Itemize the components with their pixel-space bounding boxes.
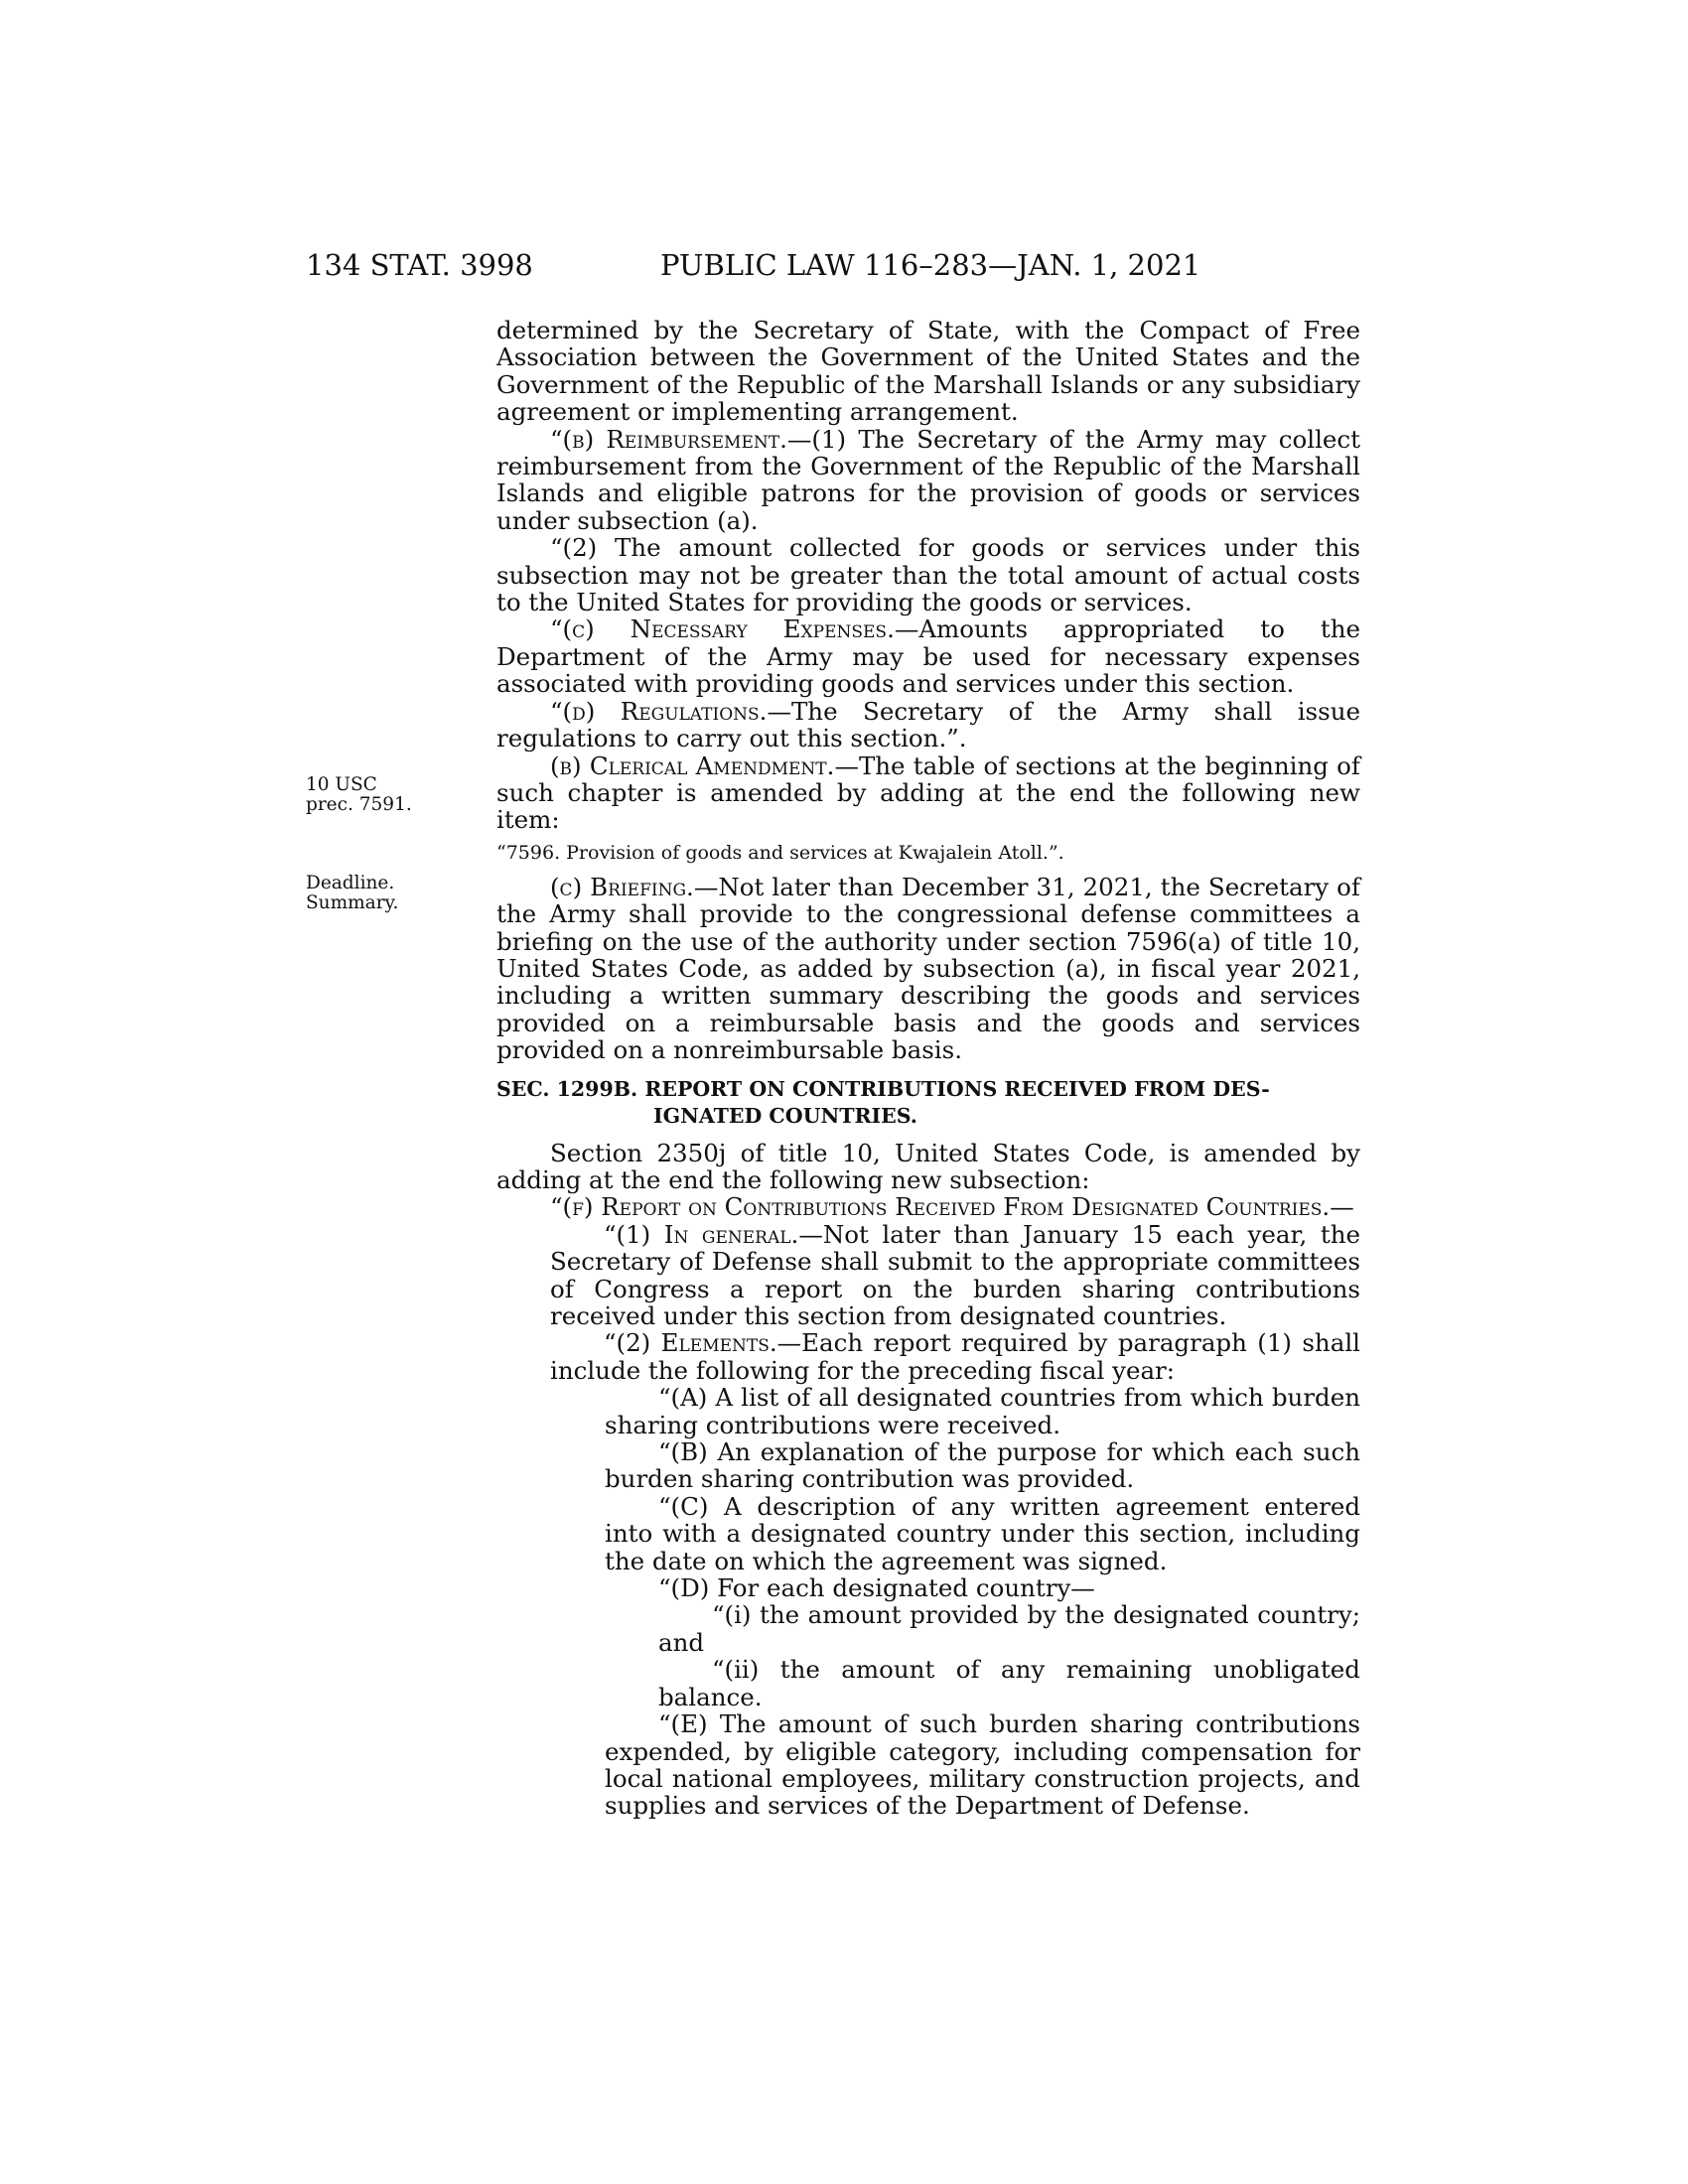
table-item-7596: “7596. Provision of goods and services at Kwajalein Atoll.”. xyxy=(496,841,1064,864)
public-law-title: PUBLIC LAW 116–283—JAN. 1, 2021 xyxy=(660,248,1201,282)
paragraph-reimbursement-2: “(2) The amount collected for goods or services under this subsection may not be greater than the total amount of actual costs to the United States for providing the goods or services. xyxy=(496,533,1360,617)
paragraph-reimbursement: “(b) Reimbursement.—(1) The Secretary of the Army may collect reimbursement from the Government of the Republic of the Marshall Islands and eligible patrons for the provision of goods or services under subsection (a). xyxy=(496,424,1360,535)
statute-page-number: 134 STAT. 3998 xyxy=(306,248,533,282)
clause-e: “(E) The amount of such burden sharing contributions expended, by eligible category, including compensation for local national employees, military construction projects, and supplies and services of the Department of Defense. xyxy=(605,1709,1360,1821)
clause-b: “(B) An explanation of the purpose for which each such burden sharing contribution was provided. xyxy=(605,1437,1360,1494)
heading-reimbursement: “(b) Reimbursement. xyxy=(550,424,787,454)
heading-elements: “(2) Elements. xyxy=(604,1328,777,1358)
paragraph-continuation: determined by the Secretary of State, with the Compact of Free Association between the Government of the United States and the Government of the Republic of the Marshall Islands or any subsidiary agreement or implementing arrangement. xyxy=(496,316,1360,427)
section-heading-line-2: IGNATED COUNTRIES. xyxy=(653,1103,917,1128)
heading-necessary-expenses: “(c) Necessary Expenses. xyxy=(550,614,895,644)
clause-c: “(C) A description of any written agreement entered into with a designated country under this section, including the date on which the agreement was signed. xyxy=(605,1491,1360,1575)
paragraph-briefing: (c) Briefing.—Not later than December 31, 2021, the Secretary of the Army shall provide to the congressional defense committees a briefing on the use of the authority under section 7596(a) of title 10, United States Code, as added by subsection (a), in fiscal year 2021, including a written summary describing the goods and services provided on a reimbursable basis and the goods and services provided on a nonreimbursable basis. xyxy=(496,872,1360,1065)
page-header xyxy=(0,248,1688,288)
heading-clerical-amendment: (b) Clerical Amendment. xyxy=(550,751,835,780)
heading-briefing: (c) Briefing. xyxy=(550,872,694,901)
paragraph-in-general: “(1) In general.—Not later than January 15 each year, the Secretary of Defense shall submit to the appropriate committees of Congress a report on the burden sharing contributions received under this section from designated countries. xyxy=(550,1219,1360,1330)
heading-in-general: “(1) In general. xyxy=(604,1219,799,1249)
section-heading-1299b xyxy=(496,1076,1360,1130)
clause-d-i: “(i) the amount provided by the designated country; and xyxy=(658,1600,1360,1657)
paragraph-clerical-amendment: (b) Clerical Amendment.—The table of sections at the beginning of such chapter is amended by adding at the end the following new item: xyxy=(496,751,1360,835)
heading-regulations: “(d) Regulations. xyxy=(550,696,768,726)
paragraph-regulations: “(d) Regulations.—The Secretary of the Army shall issue regulations to carry out this section.”. xyxy=(496,696,1360,753)
paragraph-necessary-expenses: “(c) Necessary Expenses.—Amounts appropriated to the Department of the Army may be used for necessary expenses associated with providing goods and services under this section. xyxy=(496,614,1360,699)
clause-d: “(D) For each designated country— xyxy=(658,1573,1095,1603)
clause-a: “(A) A list of all designated countries from which burden sharing contributions were received. xyxy=(605,1383,1360,1439)
clause-d-ii: “(ii) the amount of any remaining unobligated balance. xyxy=(658,1655,1360,1711)
paragraph-section-intro: Section 2350j of title 10, United States Code, is amended by adding at the end the following new subsection: xyxy=(496,1138,1360,1194)
margin-note-usc: 10 USC prec. 7591. xyxy=(306,774,412,815)
section-heading-line-1: SEC. 1299B. REPORT ON CONTRIBUTIONS RECEIVED FROM DES- xyxy=(496,1076,1270,1101)
margin-note-deadline: Deadline. Summary. xyxy=(306,873,399,913)
document-body xyxy=(496,317,1360,1820)
paragraph-elements: “(2) Elements.—Each report required by paragraph (1) shall include the following for the preceding fiscal year: xyxy=(550,1328,1360,1385)
subsection-f-heading: “(f) Report on Contributions Received From Designated Countries.— xyxy=(550,1192,1354,1222)
